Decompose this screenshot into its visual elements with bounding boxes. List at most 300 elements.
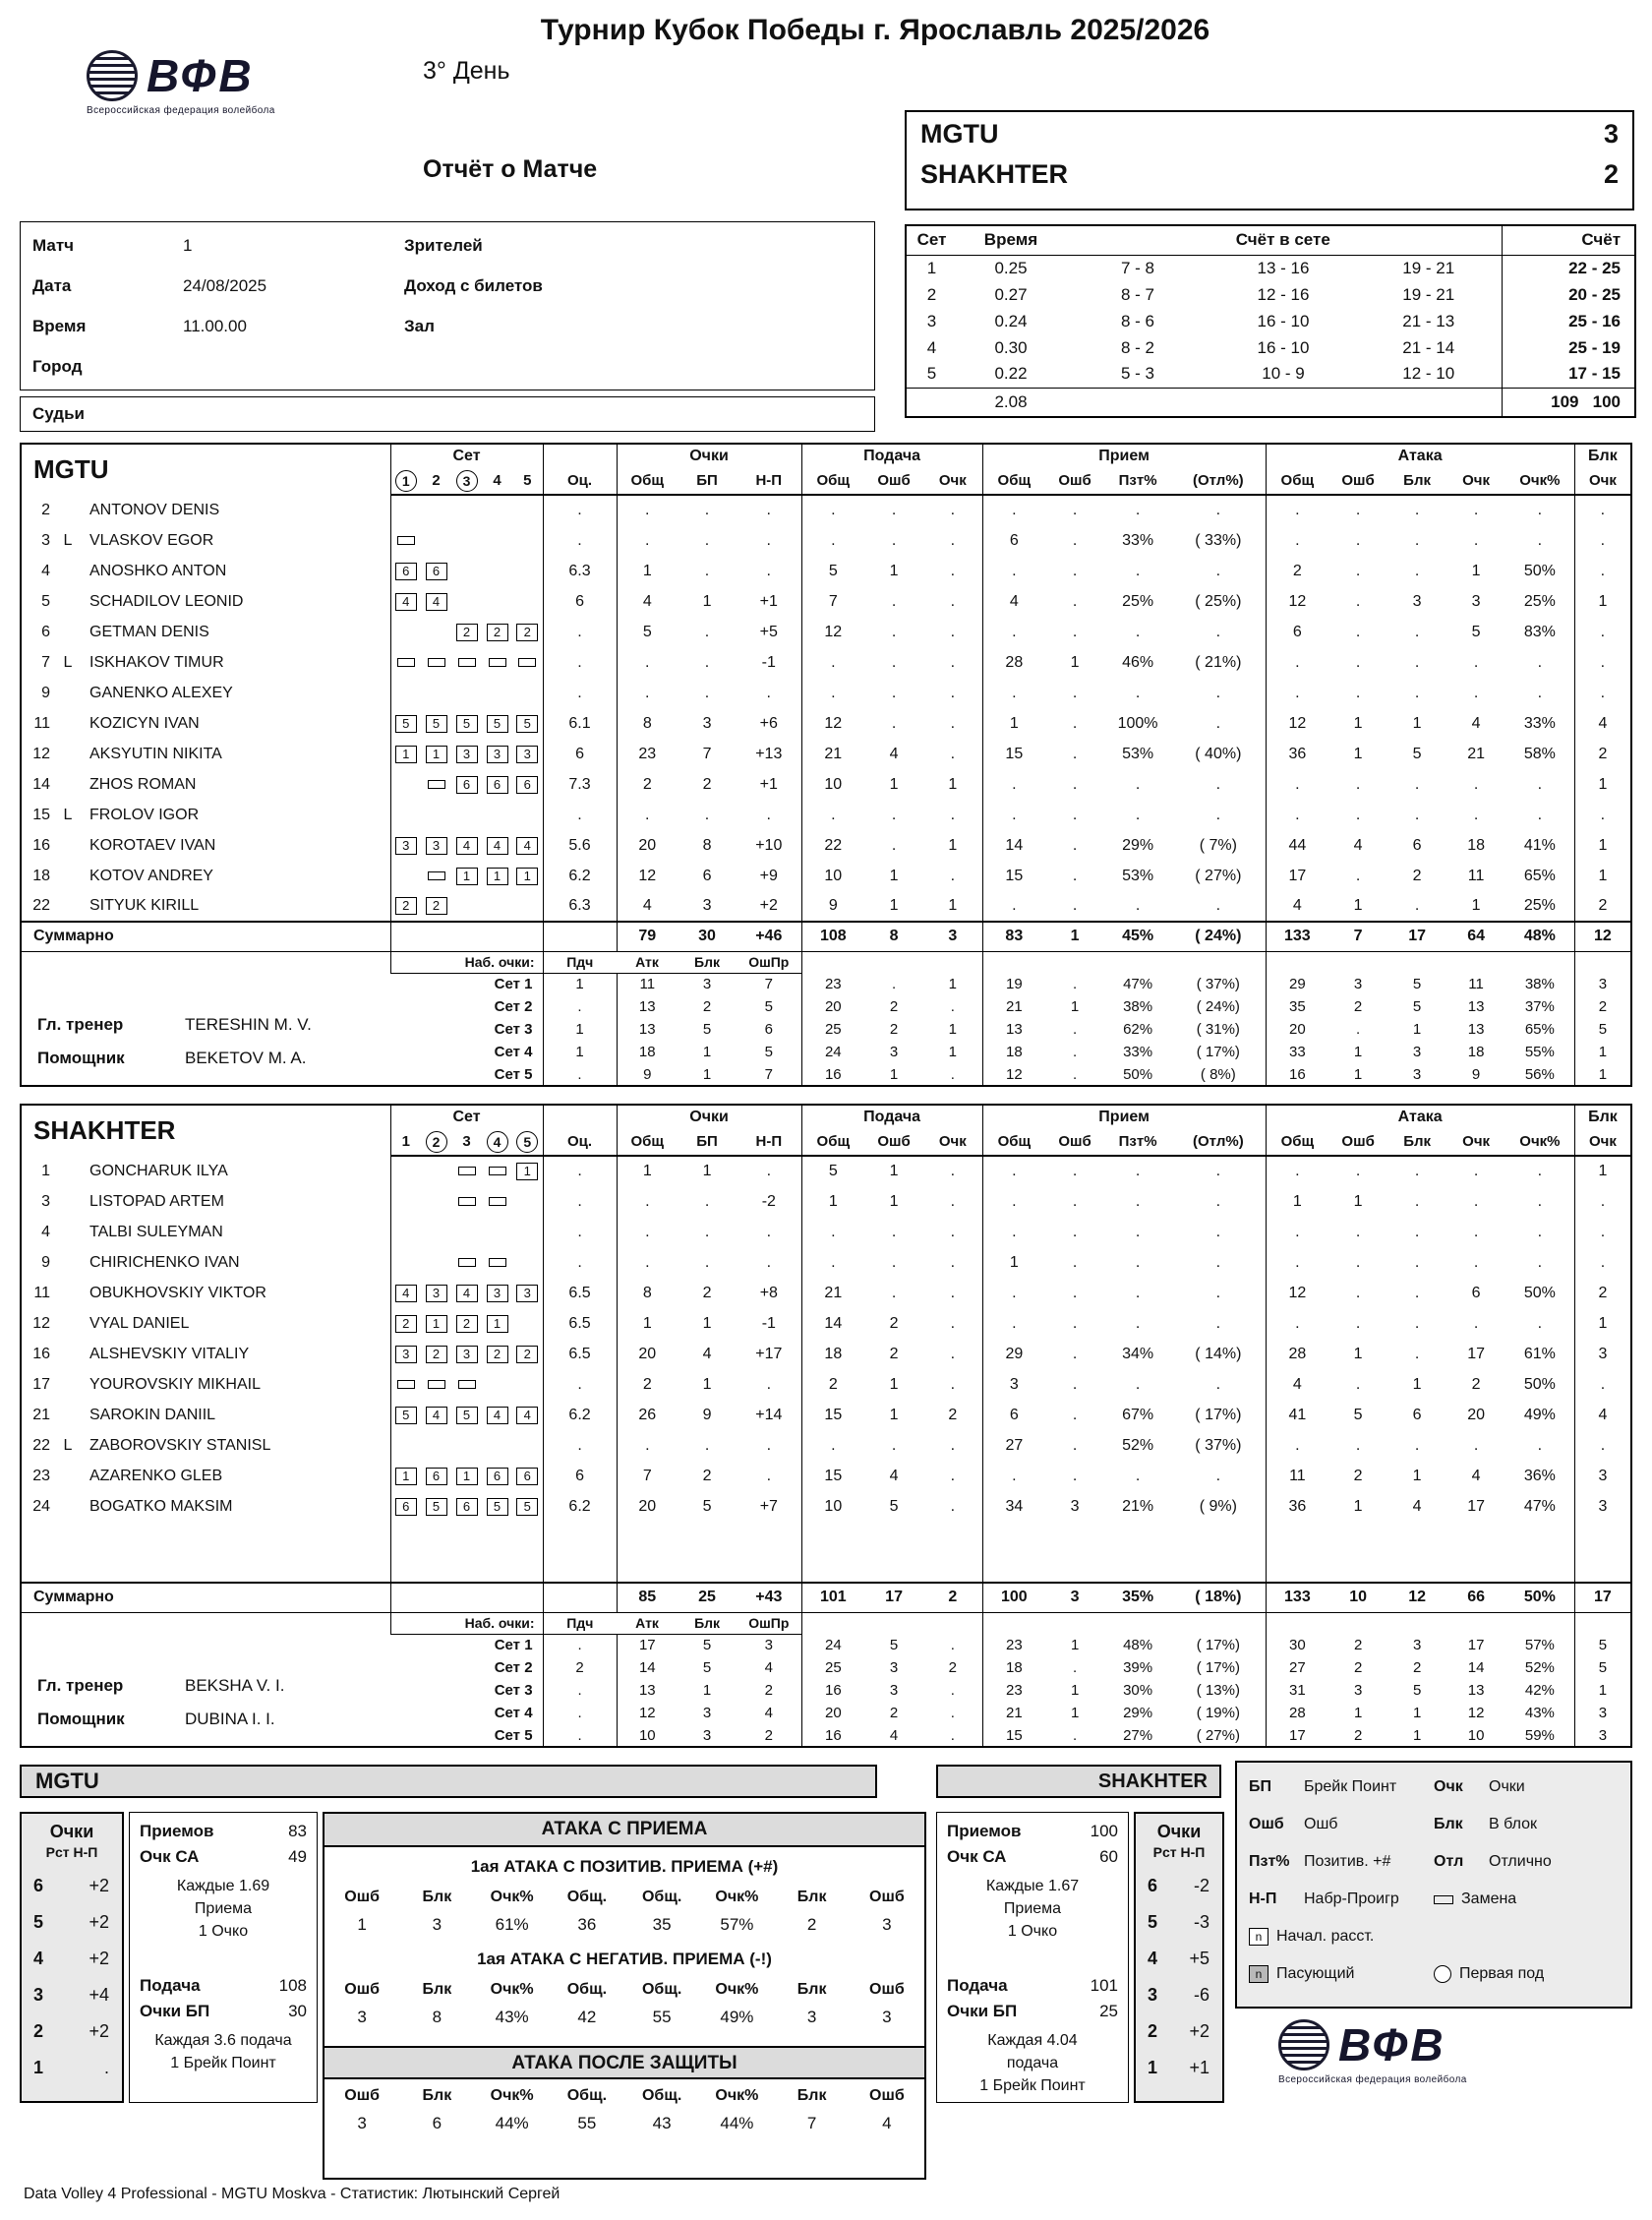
set-partial-score: 10 - 9 bbox=[1262, 364, 1305, 384]
stat-cell: . bbox=[1537, 1436, 1543, 1454]
stat-cell: . bbox=[1135, 1223, 1141, 1240]
set-lineup-cell bbox=[390, 1156, 421, 1186]
stat-cell: 14 bbox=[982, 830, 1045, 861]
per-set-stat-cell: 24 bbox=[801, 1041, 864, 1063]
stat-cell: +8 bbox=[759, 1284, 778, 1301]
set-lineup-cell bbox=[421, 1217, 451, 1247]
lineup-position-box: 6 bbox=[395, 563, 417, 580]
stat-col-header: Ошб bbox=[1328, 1128, 1387, 1156]
lineup-position-box: 4 bbox=[456, 1285, 478, 1302]
per-set-stat-cell: 3 bbox=[1574, 1724, 1631, 1747]
stat-cell: . bbox=[891, 714, 897, 732]
points-breakdown-label: Наб. очки: bbox=[390, 1612, 543, 1634]
stat-line bbox=[937, 1973, 1128, 1999]
stat-cell: . bbox=[766, 1375, 772, 1393]
home-summary-stats bbox=[129, 1812, 318, 2103]
stat-value: 83 bbox=[288, 1822, 307, 1840]
stat-cell: . bbox=[1414, 1345, 1420, 1362]
legend-text: Ошб bbox=[1304, 1816, 1338, 1832]
stat-line bbox=[937, 1999, 1128, 2024]
summary-stat-cell: ( 24%) bbox=[1171, 922, 1266, 951]
summary-stat-cell: 12 bbox=[1574, 922, 1631, 951]
summary-label: Суммарно bbox=[21, 922, 390, 951]
lineup-position-box: 3 bbox=[426, 837, 447, 855]
stat-cell: -1 bbox=[761, 653, 776, 671]
set-lineup-cell bbox=[421, 617, 451, 647]
stat-cell: 1 bbox=[1412, 1467, 1422, 1484]
set-lineup-cell bbox=[512, 1430, 543, 1461]
stat-cell: . bbox=[1574, 647, 1631, 678]
stat-cell: . bbox=[766, 562, 771, 579]
per-set-stat-cell: 2 bbox=[764, 1726, 773, 1744]
stat-cell: . bbox=[1135, 775, 1141, 793]
stat-cell: 7 bbox=[617, 1461, 678, 1491]
attack-col-header: Блк bbox=[796, 1889, 827, 1905]
player-name: ISKHAKOV TIMUR bbox=[89, 653, 224, 671]
per-set-stat-cell: 1 bbox=[948, 976, 957, 992]
stat-cell: 20 bbox=[617, 1339, 678, 1369]
set-lineup-cell bbox=[390, 1339, 421, 1369]
legend-item bbox=[1249, 1816, 1434, 1833]
stat-cell: . bbox=[1473, 1436, 1479, 1454]
stat-cell: . bbox=[543, 495, 617, 525]
player-number: 16 bbox=[32, 836, 50, 854]
legend-item bbox=[1249, 1965, 1434, 1983]
per-set-stat-cell: 13 bbox=[1467, 1021, 1485, 1038]
set-lineup-cell bbox=[512, 861, 543, 891]
stat-cell: . bbox=[1266, 1308, 1328, 1339]
substitution-icon bbox=[518, 658, 536, 667]
per-set-stat-cell: . bbox=[950, 1682, 955, 1699]
stat-cell: 2 bbox=[702, 1284, 712, 1301]
stat-cell: 9 bbox=[702, 1406, 712, 1423]
set-number-label: 1 bbox=[401, 1133, 410, 1150]
per-set-stat-cell: 5 bbox=[702, 1637, 712, 1654]
stat-cell: 12 bbox=[801, 708, 864, 739]
stat-cell: . bbox=[950, 531, 956, 549]
set-lineup-cell bbox=[482, 586, 512, 617]
stat-cell: 1 bbox=[702, 592, 712, 610]
stat-cell: . bbox=[1266, 1430, 1328, 1461]
stat-cell: . bbox=[891, 1436, 897, 1454]
attack-box-title: АТАКА С ПРИЕМА bbox=[324, 1814, 924, 1847]
lineup-position-box: 4 bbox=[516, 1407, 538, 1424]
stat-label: Очк СА bbox=[947, 1847, 1007, 1866]
player-name: TALBI SULEYMAN bbox=[89, 1223, 223, 1240]
set-number-label: 1 bbox=[395, 470, 417, 492]
rotation-number: 3 bbox=[33, 1985, 44, 2005]
globe-icon bbox=[1278, 2019, 1329, 2070]
set-lineup-cell bbox=[390, 891, 421, 922]
stat-cell: . bbox=[1215, 562, 1221, 579]
stat-cell: . bbox=[1266, 495, 1328, 525]
stat-cell: . bbox=[617, 678, 678, 708]
report-title: Отчёт о Матче bbox=[423, 155, 598, 183]
per-set-stat-cell: 18 bbox=[982, 1041, 1045, 1063]
result-team-name: SHAKHTER bbox=[920, 159, 1069, 189]
summary-stat-cell: 83 bbox=[982, 922, 1045, 951]
points-breakdown-label: Наб. очки: bbox=[390, 951, 543, 973]
defense-values bbox=[324, 2109, 924, 2138]
info-value: 1 bbox=[183, 235, 193, 255]
stat-cell: . bbox=[1355, 1436, 1361, 1454]
per-set-stat-cell: 1 bbox=[543, 1041, 617, 1063]
stat-cell: 5 bbox=[801, 556, 864, 586]
summary-stat-cell: 12 bbox=[1387, 1583, 1446, 1612]
stat-cell: . bbox=[1072, 531, 1078, 549]
player-name: ALSHEVSKIY VITALIY bbox=[89, 1345, 250, 1362]
legend-abbr: Отл bbox=[1434, 1853, 1464, 1870]
per-set-label: Сет 5 bbox=[494, 1065, 533, 1083]
per-set-stat-cell: 30 bbox=[1266, 1634, 1328, 1656]
stat-cell: . bbox=[1537, 1192, 1543, 1210]
stat-label: Приемов bbox=[947, 1822, 1022, 1840]
attack-value: 3 bbox=[357, 2114, 367, 2132]
legend-abbr: Очк bbox=[1434, 1778, 1463, 1795]
set-lineup-cell bbox=[482, 1186, 512, 1217]
set-lineup-cell bbox=[482, 1278, 512, 1308]
player-libero-flag bbox=[56, 1339, 80, 1369]
result-team-score: 2 bbox=[1603, 159, 1619, 189]
lineup-position-box: 1 bbox=[487, 868, 508, 885]
attack-col-header: Общ. bbox=[641, 2087, 682, 2104]
player-row bbox=[21, 1186, 1631, 1217]
stat-cell: . bbox=[1355, 867, 1361, 884]
stat-note: подача bbox=[1006, 2055, 1059, 2071]
set-lineup-cell bbox=[390, 647, 421, 678]
per-set-stat-cell: 2 bbox=[889, 1021, 899, 1038]
stat-cell: . bbox=[1537, 775, 1543, 793]
stat-cell: . bbox=[543, 647, 617, 678]
legend-item bbox=[1249, 1778, 1434, 1796]
info-label: Матч bbox=[32, 235, 75, 255]
set-lineup-cell bbox=[390, 617, 421, 647]
substitution-icon bbox=[458, 658, 476, 667]
stat-cell: 1 bbox=[982, 708, 1045, 739]
player-row bbox=[21, 1278, 1631, 1308]
stat-cell: 20 bbox=[1467, 1406, 1486, 1423]
stat-cell: 1 bbox=[1353, 897, 1363, 914]
player-libero-flag bbox=[56, 708, 80, 739]
stat-cell: . bbox=[704, 806, 710, 823]
stat-cell: 27 bbox=[982, 1430, 1045, 1461]
set-duration: 0.22 bbox=[994, 364, 1028, 384]
set-lineup-cell bbox=[451, 830, 482, 861]
attack-col-header: Блк bbox=[422, 1981, 452, 1998]
rating-header-spacer bbox=[543, 1105, 617, 1128]
per-set-stat-cell: 7 bbox=[764, 1065, 773, 1083]
set-lineup-cell bbox=[421, 1278, 451, 1308]
stat-cell: . bbox=[543, 678, 617, 708]
player-row bbox=[21, 525, 1631, 556]
substitution-icon bbox=[397, 658, 415, 667]
per-set-stat-cell: 62% bbox=[1123, 1021, 1153, 1038]
legend-abbr: Пзт% bbox=[1249, 1853, 1290, 1870]
stat-cell: . bbox=[1414, 775, 1420, 793]
stat-cell: 2 bbox=[702, 1467, 712, 1484]
per-set-stat-cell: 16 bbox=[801, 1063, 864, 1086]
stat-cell: . bbox=[950, 1253, 956, 1271]
legend-item bbox=[1434, 1853, 1619, 1871]
stat-cell: . bbox=[1414, 1314, 1420, 1332]
player-libero-flag bbox=[56, 769, 80, 800]
per-set-stat-cell: 1 bbox=[1574, 1679, 1631, 1702]
rotation-number: 2 bbox=[33, 2021, 44, 2041]
set-score-row bbox=[906, 334, 1635, 361]
player-row bbox=[21, 1339, 1631, 1369]
player-libero-flag bbox=[56, 739, 80, 769]
set-lineup-cell bbox=[512, 1400, 543, 1430]
stat-cell: . bbox=[1135, 684, 1141, 701]
player-libero-flag bbox=[56, 830, 80, 861]
stat-cell: . bbox=[950, 684, 956, 701]
stat-note: Каждые 1.67 bbox=[985, 1878, 1080, 1894]
set-partial-score: 12 - 16 bbox=[1257, 284, 1310, 304]
summary-label: Суммарно bbox=[21, 1583, 390, 1612]
attack-col-header: Очк% bbox=[490, 2087, 534, 2104]
stat-cell: 1 bbox=[889, 775, 899, 793]
info-value: 24/08/2025 bbox=[183, 275, 267, 295]
player-libero-flag bbox=[56, 1156, 80, 1186]
stat-cell: . bbox=[891, 1223, 897, 1240]
stat-cell: 6 bbox=[982, 525, 1045, 556]
stat-cell: . bbox=[1355, 775, 1361, 793]
legend-abbr: БП bbox=[1249, 1778, 1271, 1795]
set-lineup-cell bbox=[482, 1461, 512, 1491]
logo-caption: Всероссийская федерация волейбола bbox=[87, 105, 275, 116]
logo-text: ВФВ bbox=[147, 50, 255, 101]
player-number: 7 bbox=[41, 653, 50, 671]
per-set-stat-cell: 16 bbox=[801, 1679, 864, 1702]
per-set-stat-cell: 3 bbox=[889, 1659, 899, 1676]
lineup-position-box: 6 bbox=[426, 563, 447, 580]
stat-cell: . bbox=[1574, 1369, 1631, 1400]
stat-cell: . bbox=[1072, 1253, 1078, 1271]
rotation-points-row bbox=[1136, 1941, 1222, 1977]
stat-cell: . bbox=[1215, 502, 1221, 518]
set-lineup-cell bbox=[482, 861, 512, 891]
stat-cell: 4 bbox=[1412, 1497, 1422, 1515]
stat-cell: +6 bbox=[759, 714, 778, 732]
set-number: 4 bbox=[926, 337, 937, 357]
stat-cell: 6.2 bbox=[543, 861, 617, 891]
stat-cell: . bbox=[1537, 653, 1543, 671]
lineup-position-box: 3 bbox=[487, 746, 508, 763]
per-set-stat-cell: . bbox=[1073, 1726, 1078, 1744]
lineup-position-box: 5 bbox=[395, 1407, 417, 1424]
summary-stat-cell: 35% bbox=[1104, 1583, 1171, 1612]
attack-col-header: Ошб bbox=[869, 2087, 905, 2104]
logo-caption: Всероссийская федерация волейбола bbox=[1278, 2074, 1467, 2085]
per-set-stat-cell: 1 bbox=[1574, 1041, 1631, 1063]
player-number: 9 bbox=[41, 684, 50, 701]
stat-col-header: Общ bbox=[617, 467, 678, 495]
gap bbox=[937, 2024, 1128, 2032]
set-number-header bbox=[482, 467, 512, 495]
set-lineup-cell bbox=[451, 1339, 482, 1369]
stat-cell: 28 bbox=[1266, 1339, 1328, 1369]
per-set-stat-cell: . bbox=[950, 998, 955, 1015]
stat-cell: . bbox=[1215, 897, 1221, 914]
stat-cell: 2 bbox=[702, 775, 712, 793]
team-stats-table bbox=[20, 443, 1632, 1087]
set-lineup-cell bbox=[451, 617, 482, 647]
stat-cell: 6 bbox=[543, 739, 617, 769]
stat-col-header: Пзт% bbox=[1104, 1128, 1171, 1156]
coaches-block bbox=[37, 1008, 312, 1075]
legend-item bbox=[1434, 1890, 1619, 1908]
stat-cell: ( 17%) bbox=[1195, 1406, 1242, 1423]
total-spacer bbox=[906, 388, 957, 417]
stat-cell: . bbox=[1414, 502, 1420, 518]
gap bbox=[937, 1946, 1128, 1973]
stat-cell: . bbox=[766, 1436, 772, 1454]
set-lineup-cell bbox=[421, 1308, 451, 1339]
per-set-stat-cell: 13 bbox=[617, 995, 678, 1018]
per-set-row bbox=[21, 973, 1631, 995]
lineup-position-box: 1 bbox=[426, 746, 447, 763]
stat-cell: . bbox=[1135, 562, 1141, 579]
stat-cell: . bbox=[1072, 1314, 1078, 1332]
per-set-stat-cell: 28 bbox=[1266, 1702, 1328, 1724]
stat-cell: . bbox=[1473, 531, 1479, 549]
stat-cell: 29% bbox=[1122, 836, 1154, 854]
set-lineup-cell bbox=[482, 830, 512, 861]
stat-cell: . bbox=[950, 714, 956, 732]
federation-logo-bottom bbox=[1278, 2018, 1467, 2085]
stat-cell: 34% bbox=[1122, 1345, 1154, 1362]
stat-cell: 4 bbox=[982, 586, 1045, 617]
player-row bbox=[21, 556, 1631, 586]
per-set-stat-cell: ( 13%) bbox=[1196, 1682, 1240, 1699]
breakdown-spacer bbox=[1266, 1612, 1574, 1634]
stat-cell: 3 bbox=[702, 897, 712, 914]
stat-cell: . bbox=[801, 525, 864, 556]
stat-col-header: (Отл%) bbox=[1171, 467, 1266, 495]
score-col-header: Счёт bbox=[1502, 225, 1635, 255]
lineup-position-box: 1 bbox=[456, 1468, 478, 1485]
lineup-position-box: 6 bbox=[456, 1498, 478, 1516]
lineup-position-box: 2 bbox=[516, 1346, 538, 1363]
rotation-number: 5 bbox=[1148, 1912, 1158, 1932]
info-value: 11.00.00 bbox=[183, 316, 247, 335]
legend-row bbox=[1237, 1769, 1630, 1806]
player-row bbox=[21, 586, 1631, 617]
per-set-stat-cell: 57% bbox=[1524, 1637, 1555, 1653]
player-libero-flag bbox=[56, 586, 80, 617]
reception-group-header: Прием bbox=[982, 1105, 1266, 1128]
player-row bbox=[21, 891, 1631, 922]
stat-cell: . bbox=[766, 684, 771, 701]
stat-cell: . bbox=[1266, 678, 1328, 708]
stat-cell: . bbox=[1072, 714, 1078, 732]
player-libero-flag bbox=[56, 617, 80, 647]
stat-cell: 2 bbox=[617, 1369, 678, 1400]
player-number: 23 bbox=[32, 1467, 50, 1484]
stat-cell: . bbox=[1072, 867, 1078, 884]
bottom-home-team-bar: MGTU bbox=[20, 1765, 877, 1798]
points-breakdown-col-header: Пдч bbox=[543, 1612, 617, 1634]
stat-cell: 22 bbox=[801, 830, 864, 861]
per-set-stat-cell: 2 bbox=[1353, 998, 1363, 1015]
summary-stat-cell: 85 bbox=[617, 1583, 678, 1612]
stat-cell: 3 bbox=[1574, 1491, 1631, 1522]
stat-cell: 6 bbox=[543, 1461, 617, 1491]
set-lineup-cell bbox=[390, 1369, 421, 1400]
stat-cell: . bbox=[1414, 1436, 1420, 1454]
per-set-stat-cell: 1 bbox=[1353, 1065, 1363, 1083]
rotation-value: +2 bbox=[88, 1876, 109, 1895]
per-set-stat-cell: 3 bbox=[1574, 1702, 1631, 1724]
per-set-stat-cell: 5 bbox=[1412, 1682, 1422, 1699]
rotation-value: +2 bbox=[1189, 2021, 1210, 2041]
set-lineup-cell bbox=[512, 586, 543, 617]
player-number: 21 bbox=[32, 1406, 50, 1423]
starting-lineup-icon: n bbox=[1249, 1928, 1268, 1946]
stat-cell: 2 bbox=[948, 1406, 958, 1423]
stat-value: 49 bbox=[288, 1847, 307, 1866]
stat-cell: . bbox=[704, 684, 710, 701]
set-lineup-cell bbox=[451, 891, 482, 922]
per-set-stat-cell: 3 bbox=[1574, 973, 1631, 995]
lineup-position-box: 3 bbox=[516, 1285, 538, 1302]
rotation-number: 1 bbox=[1148, 2058, 1158, 2077]
set-lineup-cell bbox=[482, 1339, 512, 1369]
breakdown-spacer bbox=[982, 951, 1266, 973]
set-lineup-cell bbox=[421, 861, 451, 891]
player-number: 3 bbox=[41, 531, 50, 549]
stat-cell: . bbox=[982, 617, 1045, 647]
substitution-icon bbox=[428, 780, 445, 789]
stat-line bbox=[130, 1819, 317, 1844]
player-libero-flag: L bbox=[63, 806, 73, 823]
stat-cell: . bbox=[1072, 684, 1078, 701]
set-partial-score: 19 - 21 bbox=[1402, 284, 1455, 304]
summary-stat-cell: ( 18%) bbox=[1171, 1583, 1266, 1612]
assistant-coach-line bbox=[37, 1703, 284, 1736]
info-label: Зрителей bbox=[404, 235, 483, 255]
stat-cell: . bbox=[1574, 556, 1631, 586]
rotation-number: 4 bbox=[1148, 1949, 1158, 1968]
stat-cell: 34 bbox=[982, 1491, 1045, 1522]
per-set-stat-cell: 39% bbox=[1123, 1659, 1153, 1676]
lineup-position-box: 2 bbox=[426, 1346, 447, 1363]
per-set-stat-cell: . bbox=[1356, 1021, 1361, 1038]
lineup-position-box: 5 bbox=[456, 715, 478, 733]
per-set-stat-cell: ( 27%) bbox=[1196, 1726, 1240, 1744]
set-lineup-cell bbox=[390, 1186, 421, 1217]
stat-cell: 1 bbox=[702, 1375, 712, 1393]
set-lineup-cell bbox=[512, 1278, 543, 1308]
set-final-score: 20 - 25 bbox=[1502, 281, 1635, 308]
rotation-points-row bbox=[1136, 2050, 1222, 2086]
stat-cell: . bbox=[1537, 502, 1543, 518]
team-header-row bbox=[21, 444, 1631, 467]
globe-icon bbox=[87, 50, 138, 101]
per-set-stat-cell: 14 bbox=[617, 1656, 678, 1679]
set-lineup-cell bbox=[451, 739, 482, 769]
per-set-label: Сет 3 bbox=[494, 1682, 533, 1699]
set-score-row bbox=[906, 255, 1635, 281]
player-row bbox=[21, 1430, 1631, 1461]
stat-cell: 29 bbox=[982, 1339, 1045, 1369]
stat-col-header: Очк bbox=[1574, 467, 1631, 495]
attack-value: 36 bbox=[577, 1915, 597, 1934]
set-lineup-cell bbox=[390, 800, 421, 830]
substitution-icon bbox=[458, 1167, 476, 1175]
per-set-stat-cell: 5 bbox=[702, 1021, 712, 1038]
lineup-position-box: 2 bbox=[487, 624, 508, 641]
